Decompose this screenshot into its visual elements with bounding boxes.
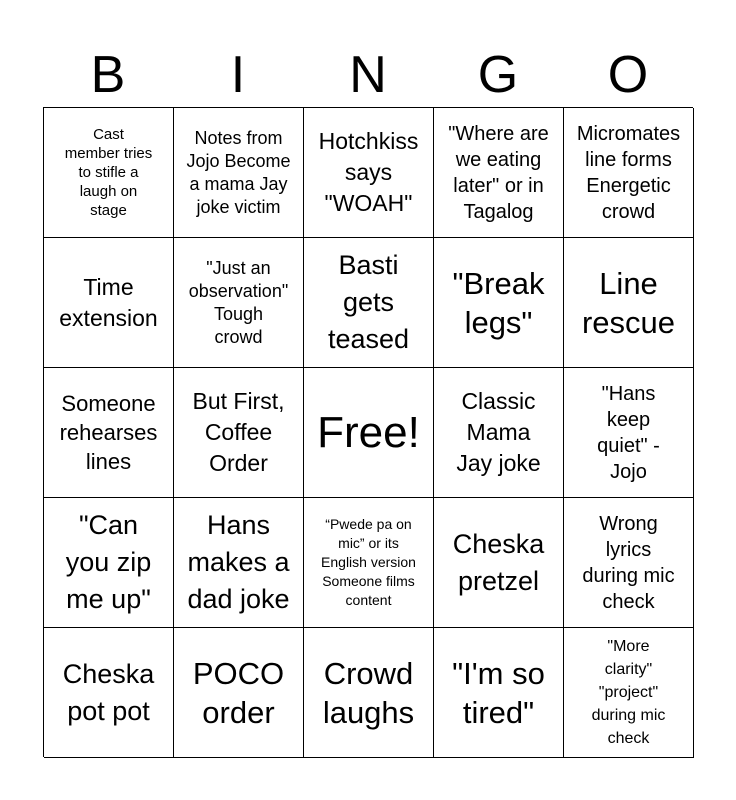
bingo-cell-i5[interactable] [174, 628, 304, 758]
bingo-cell-text: Cast member tries to stifle a laugh on stage [64, 126, 153, 219]
bingo-cell-n4[interactable] [304, 498, 434, 628]
bingo-cell-text: Hans makes a dad joke [187, 510, 290, 614]
bingo-cell-text: "Where are we eating later" or in Tagalog [448, 122, 549, 223]
bingo-cell-text: Free! [317, 407, 420, 457]
bingo-cell-text: "Can you zip me up" [65, 510, 152, 614]
header-letter-g: G [477, 46, 519, 104]
bingo-cell-b1[interactable] [44, 108, 174, 238]
bingo-cell-n1[interactable] [304, 108, 434, 238]
bingo-cell-text: Crowd laughs [322, 655, 415, 730]
bingo-cell-n5[interactable] [304, 628, 434, 758]
bingo-cell-text: POCO order [192, 655, 285, 730]
bingo-cell-text: Hotchkiss says "WOAH" [318, 128, 419, 216]
bingo-cell-g5[interactable] [434, 628, 564, 758]
header-letter-i: I [230, 46, 246, 104]
bingo-cell-text: But First, Coffee Order [192, 388, 285, 476]
bingo-cell-text: Basti gets teased [327, 250, 410, 354]
bingo-cell-text: "I'm so tired" [452, 655, 545, 730]
bingo-cell-text: Notes from Jojo Become a mama Jay joke victim [186, 127, 291, 217]
bingo-cell-o4[interactable] [564, 498, 694, 628]
bingo-cell-b4[interactable] [44, 498, 174, 628]
bingo-cell-g3[interactable] [434, 368, 564, 498]
header-letter-n: N [349, 46, 387, 104]
bingo-grid [43, 107, 693, 757]
bingo-cell-b2[interactable] [44, 238, 174, 368]
bingo-cell-i3[interactable] [174, 368, 304, 498]
bingo-cell-text: Classic Mama Jay joke [456, 388, 541, 476]
bingo-cell-text: "More clarity" "project" during mic check [591, 638, 666, 747]
bingo-cell-i4[interactable] [174, 498, 304, 628]
bingo-cell-o1[interactable] [564, 108, 694, 238]
bingo-cell-text: Cheska pot pot [62, 658, 155, 726]
bingo-header [43, 44, 693, 106]
bingo-cell-text: Cheska pretzel [452, 528, 545, 596]
bingo-cell-text: "Hans keep quiet" - Jojo [597, 382, 660, 483]
bingo-cell-n2[interactable] [304, 238, 434, 368]
bingo-cell-text: Time extension [59, 273, 158, 331]
bingo-cell-text: “Pwede pa on mic” or its English version Someone films content [321, 516, 416, 608]
bingo-cell-g4[interactable] [434, 498, 564, 628]
bingo-cell-text: Wrong lyrics during mic check [582, 512, 675, 613]
header-letter-o: O [607, 46, 649, 104]
bingo-cell-o3[interactable] [564, 368, 694, 498]
header-letter-b: B [90, 46, 126, 104]
bingo-cell-text: Line rescue [581, 265, 676, 340]
free-space-cell[interactable] [304, 368, 434, 498]
bingo-cell-i1[interactable] [174, 108, 304, 238]
bingo-cell-text: "Break legs" [452, 265, 545, 340]
bingo-cell-text: Someone rehearses lines [59, 391, 158, 474]
bingo-cell-o5[interactable] [564, 628, 694, 758]
bingo-cell-g2[interactable] [434, 238, 564, 368]
bingo-cell-b3[interactable] [44, 368, 174, 498]
bingo-cell-b5[interactable] [44, 628, 174, 758]
bingo-cell-i2[interactable] [174, 238, 304, 368]
bingo-cell-text: "Just an observation" Tough crowd [188, 257, 289, 347]
bingo-cell-o2[interactable] [564, 238, 694, 368]
bingo-cell-text: Micromates line forms Energetic crowd [576, 122, 681, 223]
bingo-cell-g1[interactable] [434, 108, 564, 238]
